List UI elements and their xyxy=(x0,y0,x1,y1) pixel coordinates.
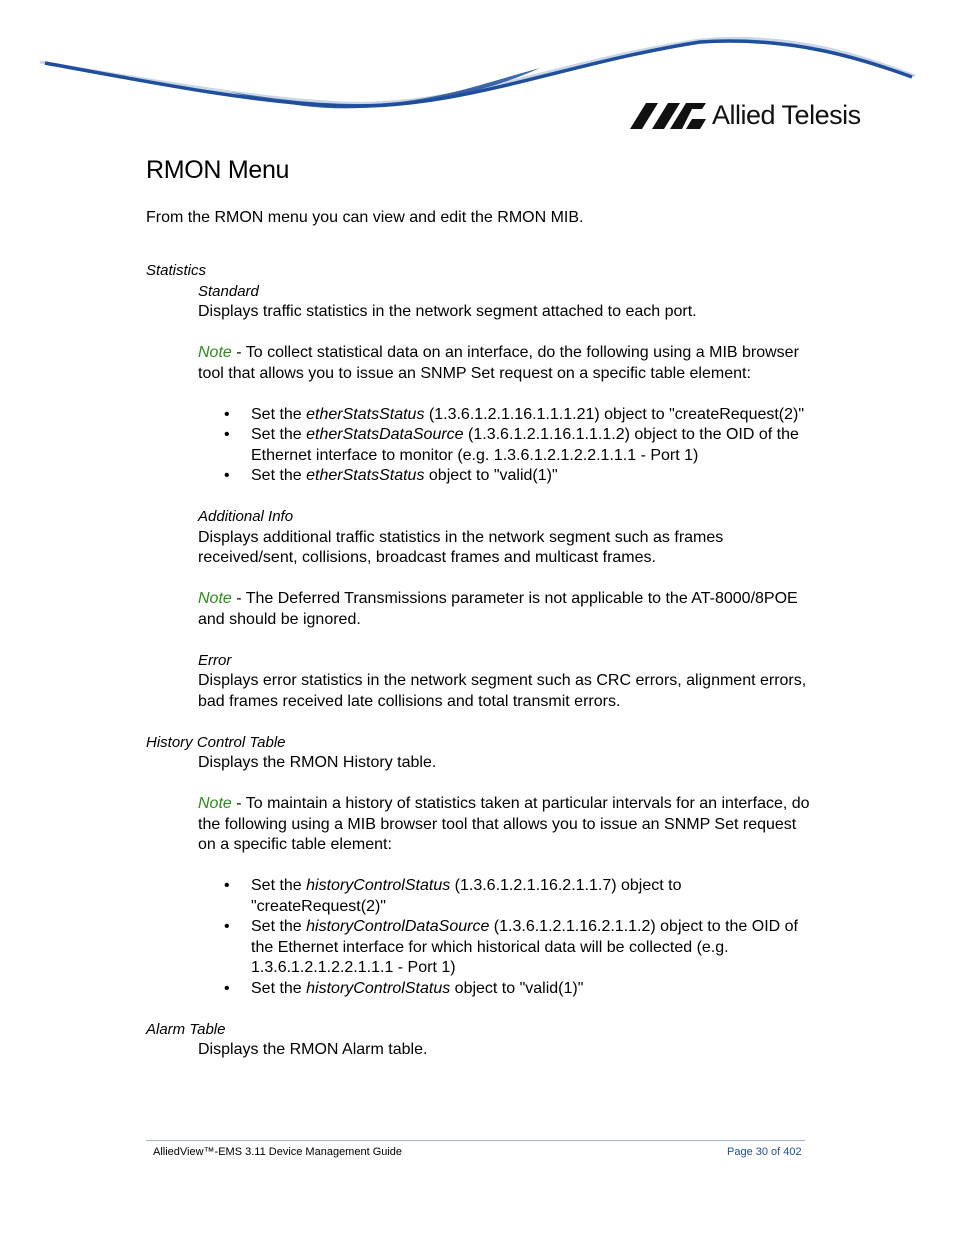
list-item: • Set the etherStatsDataSource (1.3.6.1.2.1.16.1.1.1.2) object to the OID of the Ethernet interface to monitor (e.g. 1.3.6.1.2.1.2.2.1.1.1 - Port 1) xyxy=(224,425,816,466)
history-control-note xyxy=(198,794,816,856)
mib-object-name: etherStatsDataSource xyxy=(306,426,464,443)
logo-text: Allied Telesis xyxy=(712,100,861,130)
statistics-section xyxy=(198,282,816,405)
alarm-table-heading: Alarm Table xyxy=(146,1020,226,1038)
footer-document-title: AlliedView™-EMS 3.11 Device Management Guide xyxy=(153,1146,403,1158)
mib-object-name: historyControlDataSource xyxy=(306,918,490,935)
note-label: Note xyxy=(198,590,232,607)
error-heading: Error xyxy=(198,651,232,669)
note-label: Note xyxy=(198,344,232,361)
note-text: - To maintain a history of statistics taken at particular intervals for an interface, do the following using a MIB browser tool that allows you to issue an SNMP Set request on a specific table element: xyxy=(198,795,810,853)
list-item: • Set the etherStatsStatus (1.3.6.1.2.1.16.1.1.1.21) object to "createRequest(2)" xyxy=(224,405,816,426)
error-description: Displays error statistics in the network segment such as CRC errors, alignment errors, bad frames received late collisions and total transmit errors. xyxy=(198,672,807,710)
standard-heading: Standard xyxy=(198,282,259,300)
allied-telesis-logo-mark-icon xyxy=(630,101,708,131)
note-label: Note xyxy=(198,795,232,812)
list-item: • Set the etherStatsStatus object to "valid(1)" xyxy=(224,466,816,487)
history-control-description: Displays the RMON History table. xyxy=(198,754,437,771)
history-bullet-list xyxy=(224,876,816,999)
list-item: • Set the historyControlStatus (1.3.6.1.2.1.16.2.1.1.7) object to "createRequest(2)" xyxy=(224,876,816,917)
standard-note xyxy=(198,343,816,384)
additional-info-description: Displays additional traffic statistics in the network segment such as frames received/sent, collisions, broadcast frames and multicast frames. xyxy=(198,528,724,566)
mib-object-name: etherStatsStatus xyxy=(306,405,425,423)
list-item: • Set the historyControlStatus object to "valid(1)" xyxy=(224,979,816,1000)
footer-page-number: Page 30 of 402 xyxy=(727,1146,802,1158)
footer-divider xyxy=(146,1140,805,1141)
mib-object-name: historyControlStatus xyxy=(306,877,451,894)
page-title: RMON Menu xyxy=(146,156,290,184)
history-control-section xyxy=(198,753,816,876)
standard-bullet-list xyxy=(224,405,816,487)
note-text: - To collect statistical data on an interface, do the following using a MIB browser tool that allows you to issue an SNMP Set request on a specific table element: xyxy=(198,344,799,382)
additional-info-section xyxy=(198,507,816,733)
intro-paragraph: From the RMON menu you can view and edit the RMON MIB. xyxy=(146,209,584,226)
mib-object-name: etherStatsStatus xyxy=(306,467,425,484)
document-body xyxy=(146,208,816,1061)
alarm-table-section xyxy=(198,1040,816,1061)
additional-info-note xyxy=(198,589,816,630)
allied-telesis-logo xyxy=(630,100,861,131)
standard-description: Displays traffic statistics in the network segment attached to each port. xyxy=(198,303,697,320)
list-item: • Set the historyControlDataSource (1.3.6.1.2.1.16.2.1.1.2) object to the OID of the Ethernet interface for which historical data will be collected (e.g. 1.3.6.1.2.1.2.2.1.1.1 - Port 1) xyxy=(224,917,816,979)
mib-object-name: historyControlStatus xyxy=(306,979,451,997)
note-text: - The Deferred Transmissions parameter is not applicable to the AT-8000/8POE and should be ignored. xyxy=(198,590,798,628)
additional-info-heading: Additional Info xyxy=(198,508,294,525)
alarm-table-description: Displays the RMON Alarm table. xyxy=(198,1041,428,1058)
statistics-heading: Statistics xyxy=(146,262,207,279)
history-control-heading: History Control Table xyxy=(146,733,286,751)
